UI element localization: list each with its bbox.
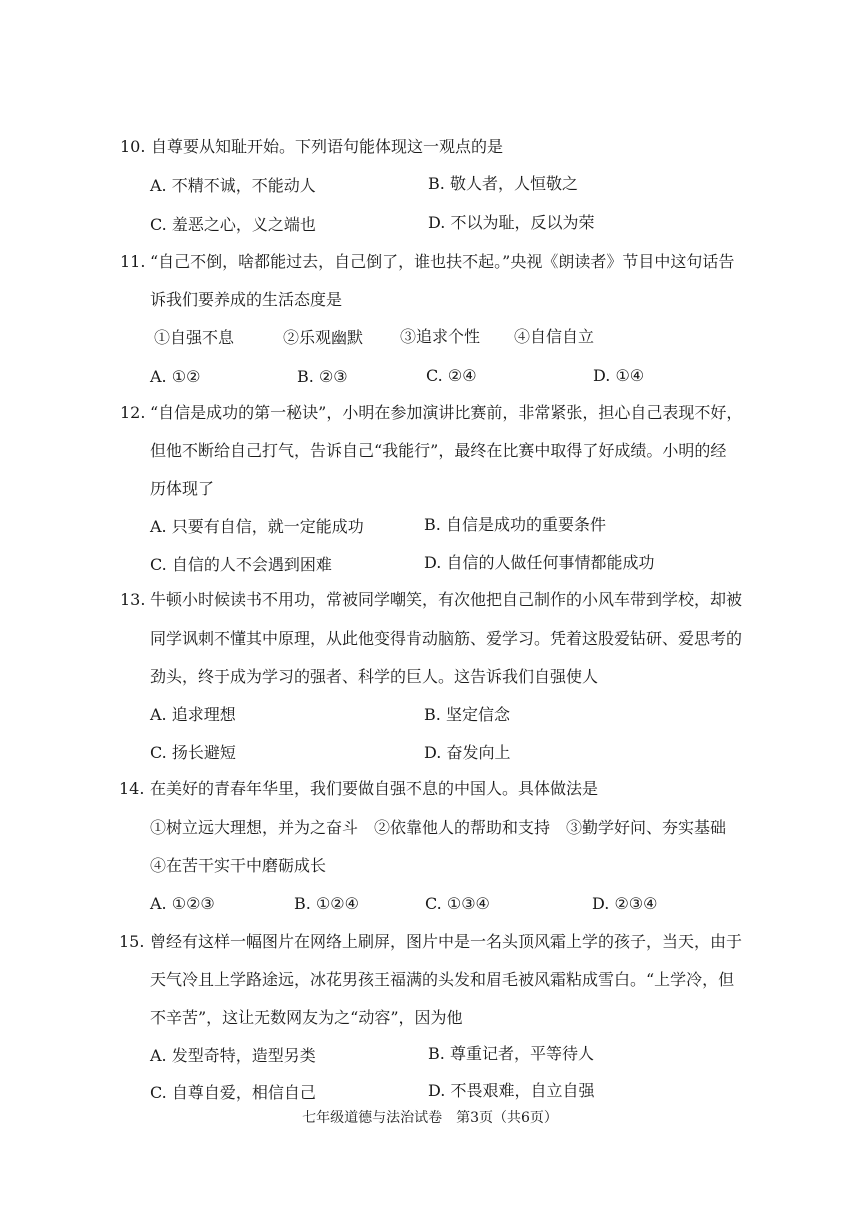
question-number: 11. (120, 252, 146, 271)
question-stem-line: 同学讽刺不懂其中原理，从此他变得肯动脑筋、爱学习。凭着这股爱钻研、爱思考的 (150, 629, 743, 648)
option-d: D. 自信的人做任何事情都能成功 (424, 553, 655, 572)
option-d: D. ②③④ (592, 894, 658, 913)
question-stem-line: 历体现了 (150, 479, 215, 498)
statement-item: ①自强不息 (154, 328, 235, 347)
question-stem-line: 不辛苦”，这让无数网友为之“动容”，因为他 (150, 1008, 463, 1027)
option-a: A. 发型奇特，造型另类 (150, 1046, 316, 1065)
option-c: C. ②④ (426, 366, 477, 385)
question-stem-line: 天气冷且上学路途远，冰花男孩王福满的头发和眉毛被风霜粘成雪白。“上学冷，但 (150, 970, 735, 989)
statement-item: ①树立远大理想，并为之奋斗 (150, 818, 359, 837)
question-stem-line: “自己不倒，啥都能过去，自己倒了，谁也扶不起。”央视《朗读者》节目中这句话告 (150, 252, 735, 271)
statement-item: ③追求个性 (400, 327, 481, 346)
option-a: A. ①②③ (150, 894, 215, 913)
option-d: D. ①④ (593, 366, 645, 385)
option-b: B. 尊重记者，平等待人 (428, 1044, 594, 1063)
option-a: A. 不精不诚，不能动人 (150, 176, 316, 195)
question-number: 14. (119, 779, 145, 798)
option-c: C. 扬长避短 (150, 743, 236, 762)
page-footer: 七年级道德与法治试卷 第3页（共6页） (302, 1110, 558, 1126)
question-stem-line: 但他不断给自己打气，告诉自己“我能行”，最终在比赛中取得了好成绩。小明的经 (150, 441, 727, 460)
statement-item: ③勤学好问、夯实基础 (566, 818, 727, 837)
option-d: D. 不畏艰难，自立自强 (428, 1081, 595, 1100)
statement-item: ④自信自立 (514, 327, 595, 346)
option-b: B. 坚定信念 (424, 705, 510, 724)
question-stem-line: 自尊要从知耻开始。下列语句能体现这一观点的是 (151, 137, 504, 156)
option-b: B. 自信是成功的重要条件 (424, 515, 606, 534)
option-b: B. ②③ (297, 367, 348, 386)
question-stem-line: 在美好的青春年华里，我们要做自强不息的中国人。具体做法是 (150, 779, 599, 798)
statement-item: ②依靠他人的帮助和支持 (374, 818, 551, 837)
question-number: 13. (120, 590, 146, 609)
option-a: A. 追求理想 (150, 705, 236, 724)
question-number: 10. (120, 137, 146, 156)
option-c: C. 自信的人不会遇到困难 (150, 555, 332, 574)
question-number: 15. (119, 932, 145, 951)
option-d: D. 奋发向上 (424, 743, 511, 762)
question-stem-line: 曾经有这样一幅图片在网络上刷屏，图片中是一名头顶风霜上学的孩子，当天，由于 (150, 932, 743, 951)
option-a: A. 只要有自信，就一定能成功 (150, 517, 364, 536)
statement-item: ②乐观幽默 (283, 328, 364, 347)
question-stem-line: 劲头，终于成为学习的强者、科学的巨人。这告诉我们自强使人 (150, 667, 599, 686)
option-a: A. ①② (150, 367, 201, 386)
statement-item: ④在苦干实干中磨砺成长 (150, 856, 327, 875)
option-c: C. 自尊自爱，相信自己 (150, 1083, 316, 1102)
question-number: 12. (120, 403, 146, 422)
option-c: C. ①③④ (425, 894, 490, 913)
question-stem-line: “自信是成功的第一秘诀”，小明在参加演讲比赛前，非常紧张，担心自己表现不好， (150, 403, 743, 422)
question-stem-line: 诉我们要养成的生活态度是 (150, 290, 343, 309)
option-d: D. 不以为耻，反以为荣 (428, 213, 595, 232)
option-b: B. 敬人者，人恒敬之 (428, 174, 578, 193)
option-b: B. ①②④ (294, 894, 359, 913)
option-c: C. 羞恶之心，义之端也 (150, 215, 316, 234)
question-stem-line: 牛顿小时候读书不用功，常被同学嘲笑，有次他把自己制作的小风车带到学校，却被 (150, 590, 743, 609)
